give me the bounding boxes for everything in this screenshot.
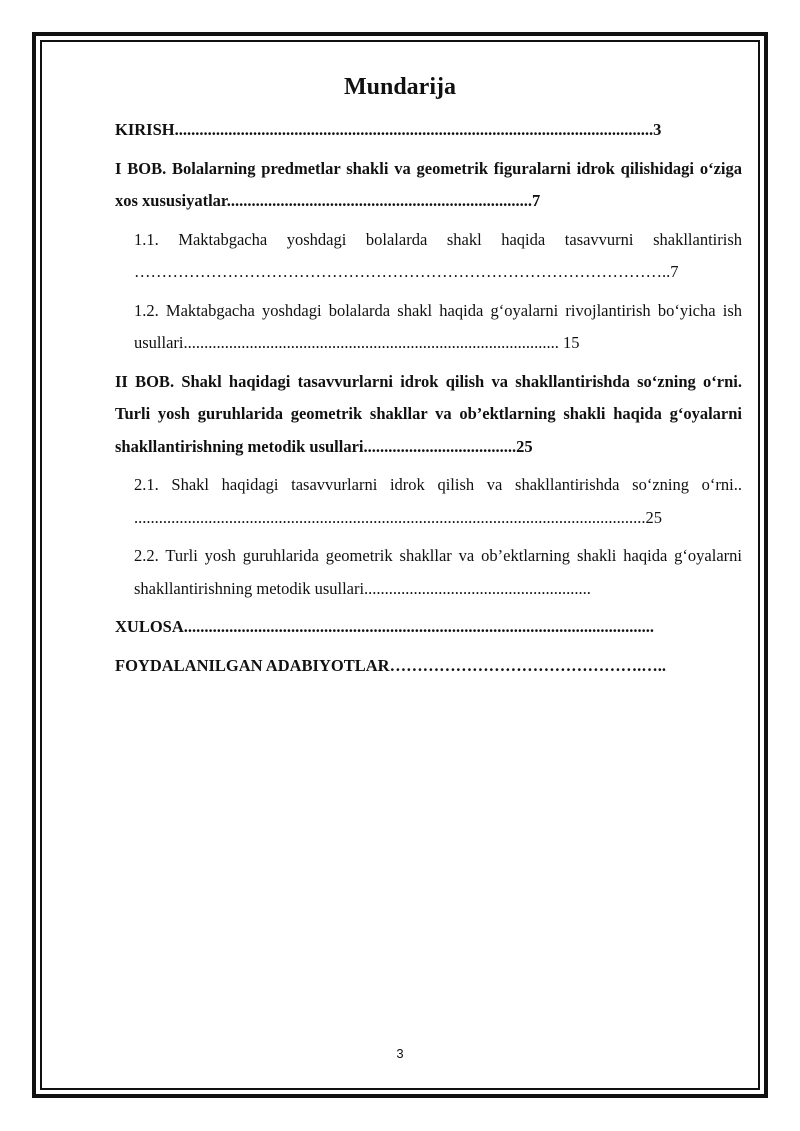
toc-entry-references: FOYDALANILGAN ADABIYOTLAR……………………………………….….. xyxy=(115,655,666,675)
toc-entry-section-2-2: 2.2. Turli yosh guruhlarida geometrik shakllar va ob’ektlarning shakli haqida g‘oyalarni shakllantirishning metodik usullari....................................................... xyxy=(134,546,742,598)
toc-entry-xulosa: XULOSA.................................................................................................................. xyxy=(115,617,655,636)
toc-entry-kirish: KIRISH....................................................................................................................3 xyxy=(115,120,662,139)
document-title: Mundarija xyxy=(343,74,456,100)
toc-entry-section-1-2: 1.2. Maktabgacha yoshdagi bolalarda shakl haqida g‘oyalarni rivojlantirish bo‘yicha ish usullari........................................................................................... 15 xyxy=(134,300,742,352)
table-of-contents xyxy=(115,114,742,688)
toc-entry-chapter-1: I BOB. Bolalarning predmetlar shakli va geometrik figuralarni idrok qilishidagi o‘ziga xos xususiyatlar..........................................................................7 xyxy=(115,158,742,210)
toc-entry-chapter-2: II BOB. Shakl haqidagi tasavvurlarni idrok qilish va shakllantirishda so‘zning o‘rni. Turli yosh guruhlarida geometrik shakllar va ob’ektlarning shakli haqida g‘oyalarni shakllantirishning metodik usullari.....................................25 xyxy=(115,371,742,456)
toc-entry-section-2-1: 2.1. Shakl haqidagi tasavvurlarni idrok qilish va shakllantirishda so‘zning o‘rni.. ............................................................................................................................25 xyxy=(134,475,742,527)
toc-entry-section-1-1: 1.1. Maktabgacha yoshdagi bolalarda shakl haqida tasavvurni shakllantirish ……………………………………………………………………………………..7 xyxy=(134,229,742,281)
page-number: 3 xyxy=(396,1046,404,1061)
